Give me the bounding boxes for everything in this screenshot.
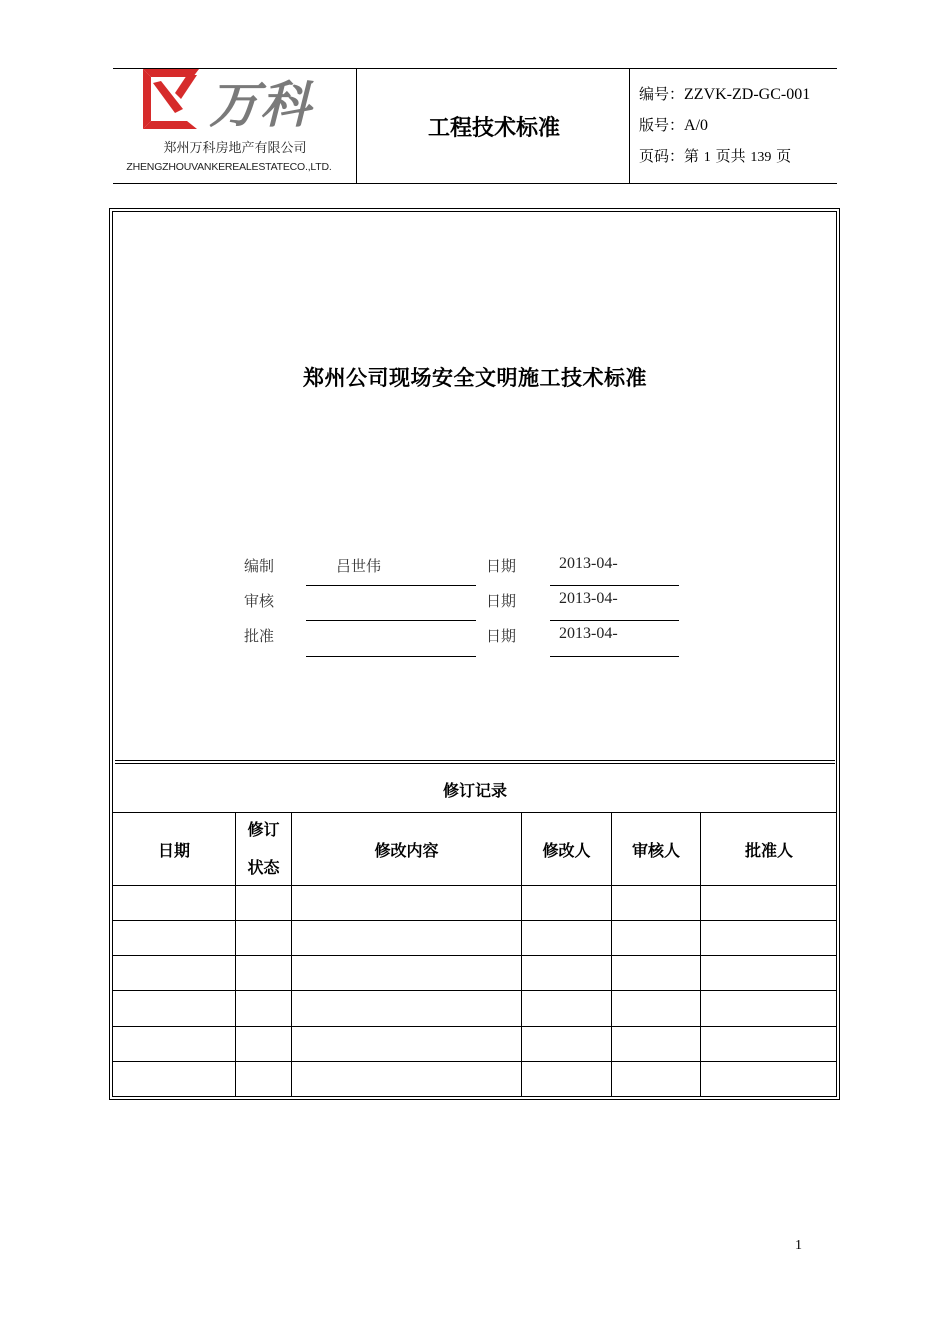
company-name-cn: 郑州万科房地产有限公司 — [163, 141, 307, 156]
column-header-reviewer: 审核人 — [631, 840, 680, 860]
signoff-date-underline — [550, 656, 679, 657]
meta-page-current: 1 — [703, 150, 711, 165]
meta-code-row — [639, 79, 810, 110]
signoff-date-label: 日期 — [486, 627, 517, 645]
company-logo-block — [113, 69, 357, 183]
meta-code-value: ZZVK-ZD-GC-001 — [684, 86, 811, 103]
signoff-name-underline — [306, 585, 476, 586]
table-rule — [113, 955, 837, 956]
signoff-name: 吕世伟 — [336, 557, 382, 575]
column-header-status-line2: 状态 — [247, 858, 280, 877]
signoff-date-label: 日期 — [486, 592, 517, 610]
table-rule — [113, 990, 837, 991]
signoff-date-underline — [550, 620, 679, 621]
column-header-modifier: 修改人 — [542, 840, 591, 860]
document-meta — [639, 79, 810, 173]
meta-code-label: 编号： — [639, 85, 685, 103]
inner-frame — [112, 211, 837, 1097]
meta-page-row — [639, 141, 810, 173]
column-header-date: 日期 — [157, 840, 190, 860]
meta-version-label: 版号： — [639, 116, 685, 134]
revision-table-title: 修订记录 — [442, 780, 507, 800]
meta-page-label: 页共 — [715, 147, 746, 165]
signoff-date: 2013-04- — [559, 590, 618, 607]
table-rule — [113, 885, 837, 886]
signoff-name-underline — [306, 620, 476, 621]
signoff-date: 2013-04- — [559, 555, 618, 572]
meta-version-row — [639, 110, 810, 141]
document-title: 郑州公司现场安全文明施工技术标准 — [303, 366, 647, 390]
signoff-date-label: 日期 — [486, 557, 517, 575]
meta-page-label: 页码：第 — [639, 147, 700, 165]
table-rule — [113, 1061, 837, 1062]
table-rule — [113, 920, 837, 921]
signoff-date-underline — [550, 585, 679, 586]
company-name-en: ZHENGZHOUVANKEREALESTATECO.,LTD. — [126, 161, 332, 173]
logo-wordmark: 万科 — [209, 76, 311, 134]
column-header-status — [236, 813, 291, 885]
meta-version-value: A/0 — [684, 117, 709, 134]
column-header-content: 修改内容 — [374, 840, 439, 860]
document-header — [113, 68, 837, 184]
table-rule — [113, 1026, 837, 1027]
column-header-status-line1: 修订 — [247, 820, 280, 839]
meta-page-total: 139 — [750, 150, 772, 165]
column-header-approver: 批准人 — [744, 840, 793, 860]
signoff-date: 2013-04- — [559, 625, 618, 642]
meta-page-label: 页 — [776, 147, 792, 165]
section-divider — [115, 760, 835, 761]
header-divider — [629, 69, 630, 183]
section-divider — [115, 763, 835, 764]
signoff-role: 编制 — [244, 557, 275, 575]
page-number: 1 — [795, 1238, 802, 1253]
signoff-name-underline — [306, 656, 476, 657]
signoff-role: 审核 — [244, 592, 275, 610]
header-divider — [356, 69, 357, 183]
signoff-role: 批准 — [244, 627, 275, 645]
vanke-logo-icon — [141, 69, 203, 131]
standard-type-title: 工程技术标准 — [427, 115, 560, 141]
